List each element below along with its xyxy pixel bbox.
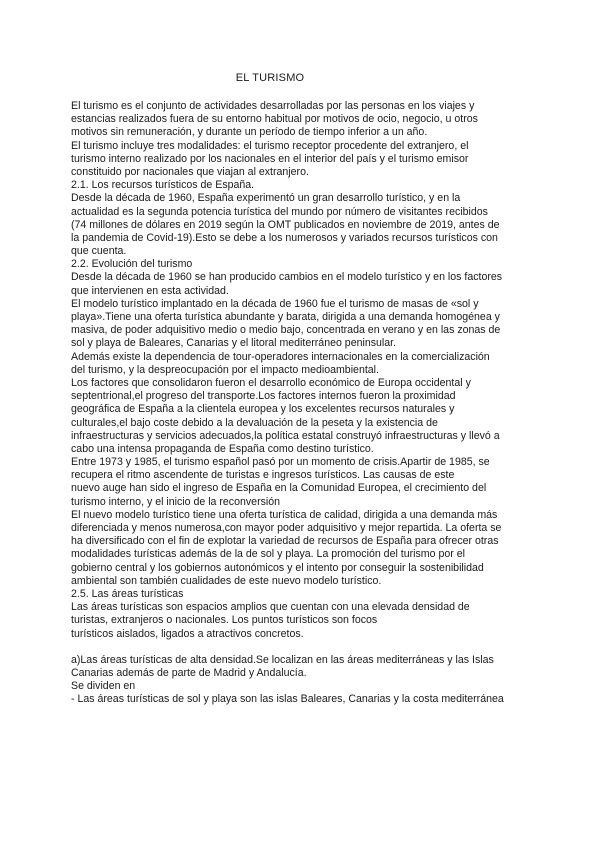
text-line: que intervienen en esta actividad. bbox=[71, 284, 229, 297]
text-line: Entre 1973 y 1985, el turismo español pasó por un momento de crisis.Apartir de 1985, se bbox=[71, 456, 490, 469]
blank-line bbox=[71, 641, 531, 654]
document-title: EL TURISMO bbox=[235, 72, 305, 84]
text-line: la pandemia de Covid-19).Esto se debe a los numerosos y variados recursos turísticos con bbox=[71, 231, 498, 244]
text-line: que cuenta. bbox=[71, 245, 127, 258]
text-line: 2.5. Las áreas turísticas bbox=[71, 587, 184, 600]
text-line: Las áreas turísticas son espacios amplios que cuentan con una elevada densidad de bbox=[71, 601, 470, 614]
text-line: Los factores que consolidaron fueron el desarrollo económico de Europa occidental y bbox=[71, 376, 471, 389]
text-line: diferenciada y menos numerosa,con mayor poder adquisitivo y mejor repartida. La oferta se bbox=[71, 522, 502, 534]
text-line: del turismo, y la despreocupación por el impacto medioambiental. bbox=[71, 363, 379, 376]
text-line: a)Las áreas turísticas de alta densidad.Se localizan en las áreas mediterráneas y las Islas bbox=[71, 653, 494, 666]
text-line: infraestructuras y servicios adecuados,la política estatal construyó infraestructuras y llevó a bbox=[71, 429, 500, 442]
text-line: motivos sin remuneración, y durante un período de tiempo inferior a un año. bbox=[71, 126, 428, 139]
text-line: Desde la década de 1960 se han producido cambios en el modelo turístico y en los factores bbox=[71, 271, 503, 284]
text-line: nuevo auge han sido el ingreso de España en la Comunidad Europea, el crecimiento del bbox=[71, 482, 487, 495]
text-line: turistas, extranjeros o nacionales. Los puntos turísticos son focos bbox=[71, 614, 378, 627]
text-line: Además existe la dependencia de tour-operadores internacionales en la comercialización bbox=[71, 350, 490, 363]
text-line: 2.2. Evolución del turismo bbox=[71, 258, 193, 271]
text-line: geográfica de España a la clientela europea y los excelentes recursos naturales y bbox=[71, 403, 455, 416]
text-line: gobierno central y los gobiernos autonómicos y el intento por conseguir la sostenibilidad bbox=[71, 561, 484, 574]
document-body bbox=[71, 100, 531, 707]
text-line: playa».Tiene una oferta turística abundante y barata, dirigida a una demanda homogénea y bbox=[71, 311, 500, 323]
text-line: turísticos aislados, ligados a atractivos concretos. bbox=[71, 627, 304, 640]
text-line: turismo interno realizado por los nacionales en el interior del país y el turismo emisor bbox=[71, 152, 469, 165]
text-line: culturales,el bajo coste debido a la devaluación de la peseta y la existencia de bbox=[71, 416, 438, 429]
text-line: cabo una intensa propaganda de España como destino turístico. bbox=[71, 442, 374, 455]
text-line: septentrional,el progreso del transporte.Los factores internos fueron la proximidad bbox=[71, 390, 456, 403]
text-line: Desde la década de 1960, España experimentó un gran desarrollo turístico, y en la bbox=[71, 192, 461, 205]
text-line: Se dividen en bbox=[71, 680, 136, 693]
text-line: - Las áreas turísticas de sol y playa son las islas Baleares, Canarias y la costa mediterránea bbox=[71, 693, 504, 706]
text-line: 2.1. Los recursos turísticos de España. bbox=[71, 179, 255, 192]
text-line: recupera el ritmo ascendente de turistas e ingresos turísticos. Las causas de este bbox=[71, 469, 455, 482]
text-line: constituido por nacionales que viajan al extranjero. bbox=[71, 165, 309, 178]
text-line: sol y playa de Baleares, Canarias y el litoral mediterráneo peninsular. bbox=[71, 337, 397, 350]
text-line: El modelo turístico implantado en la década de 1960 fue el turismo de masas de «sol y bbox=[71, 297, 479, 310]
text-line: ha diversificado con el fin de explotar la variedad de recursos de España para ofrecer otras bbox=[71, 535, 499, 548]
text-line: estancias realizados fuera de su entorno habitual por motivos de ocio, negocio, u otros bbox=[71, 113, 478, 126]
text-line: El nuevo modelo turístico tiene una oferta turística de calidad, dirigida a una demanda más bbox=[71, 508, 498, 521]
text-line: Canarias además de parte de Madrid y Andalucía. bbox=[71, 667, 307, 680]
text-line: El turismo incluye tres modalidades: el turismo receptor procedente del extranjero, el bbox=[71, 139, 469, 152]
text-line: masiva, de poder adquisitivo medio o medio bajo, concentrada en verano y en las zonas de bbox=[71, 324, 501, 337]
text-line: (74 millones de dólares en 2019 según la OMT publicados en noviembre de 2019, antes de bbox=[71, 218, 500, 231]
text-line: modalidades turísticas además de la de sol y playa. La promoción del turismo por el bbox=[71, 548, 465, 561]
text-line: ambiental son también cualidades de este nuevo modelo turístico. bbox=[71, 574, 382, 587]
text-line: turismo interno, y el inicio de la reconversión bbox=[71, 495, 281, 508]
text-line: actualidad es la segunda potencia turística del mundo por número de visitantes recibidos bbox=[71, 205, 488, 218]
text-line: El turismo es el conjunto de actividades desarrolladas por las personas en los viajes y bbox=[71, 100, 475, 112]
